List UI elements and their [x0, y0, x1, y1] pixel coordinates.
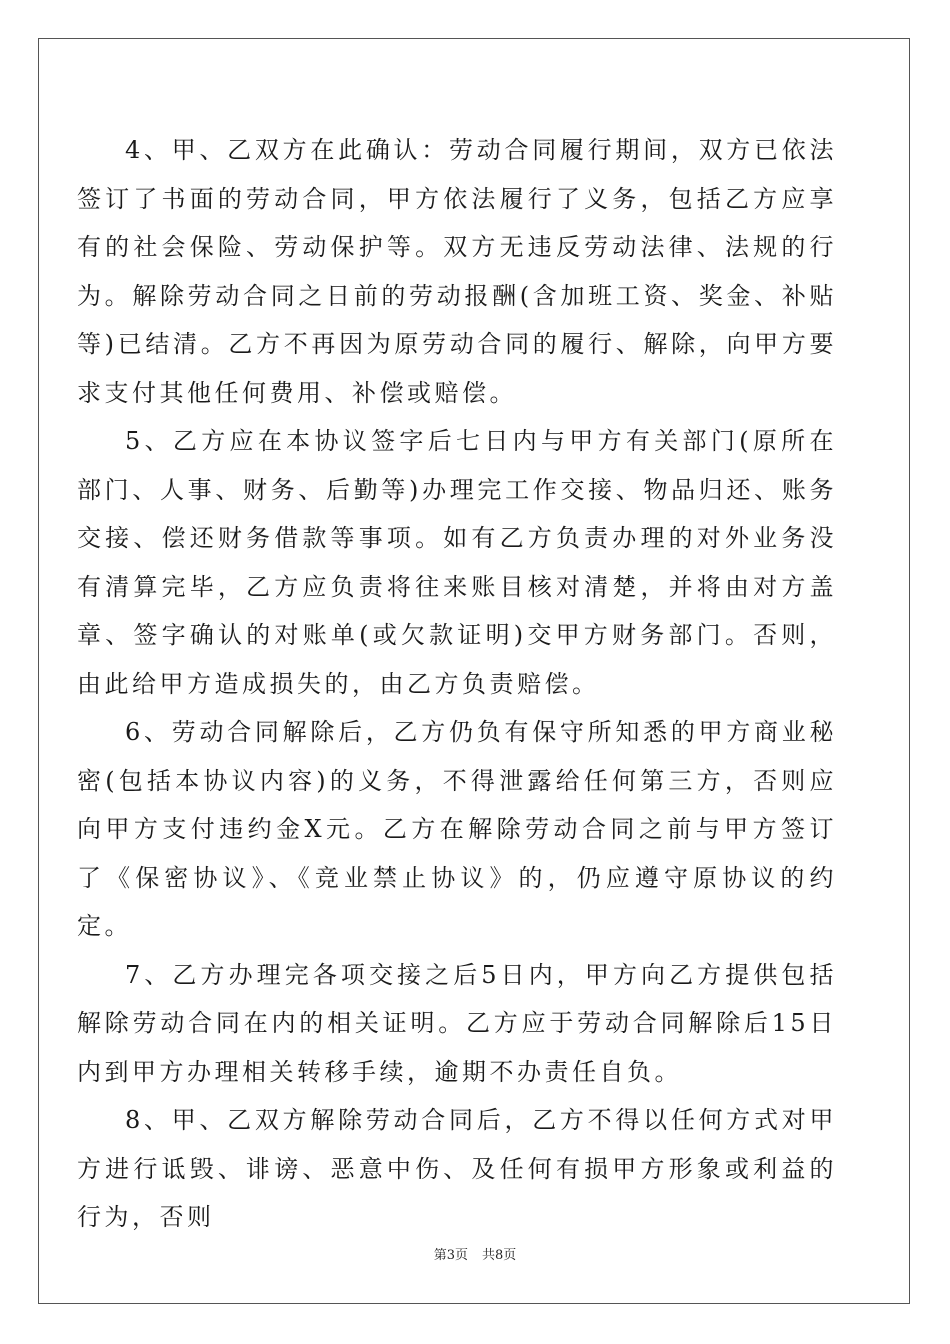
document-body: [77, 126, 837, 1242]
total-pages-label: 共8页: [482, 1248, 517, 1263]
current-page-label: 第3页: [433, 1248, 468, 1263]
page-footer: [0, 1244, 950, 1263]
clause-8: 8、甲、乙双方解除劳动合同后，乙方不得以任何方式对甲方进行诋毁、诽谤、恶意中伤、及任何有损甲方形象或利益的行为，否则: [77, 1106, 837, 1231]
clause-4: 4、甲、乙双方在此确认：劳动合同履行期间，双方已依法签订了书面的劳动合同，甲方依法履行了义务，包括乙方应享有的社会保险、劳动保护等。双方无违反劳动法律、法规的行为。解除劳动合同之日前的劳动报酬(含加班工资、奖金、补贴等)已结清。乙方不再因为原劳动合同的履行、解除，向甲方要求支付其他任何费用、补偿或赔偿。: [77, 136, 837, 407]
clause-6: 6、劳动合同解除后，乙方仍负有保守所知悉的甲方商业秘密(包括本协议内容)的义务，不得泄露给任何第三方，否则应向甲方支付违约金X元。乙方在解除劳动合同之前与甲方签订了《保密协议》、《竞业禁止协议》的，仍应遵守原协议的约定。: [77, 718, 837, 940]
clause-7: 7、乙方办理完各项交接之后5日内，甲方向乙方提供包括解除劳动合同在内的相关证明。乙方应于劳动合同解除后15日内到甲方办理相关转移手续，逾期不办责任自负。: [77, 960, 837, 1086]
clause-5: 5、乙方应在本协议签字后七日内与甲方有关部门(原所在部门、人事、财务、后勤等)办理完工作交接、物品归还、账务交接、偿还财务借款等事项。如有乙方负责办理的对外业务没有清算完毕，乙方应负责将往来账目核对清楚，并将由对方盖章、签字确认的对账单(或欠款证明)交甲方财务部门。否则，由此给甲方造成损失的，由乙方负责赔偿。: [77, 427, 837, 698]
